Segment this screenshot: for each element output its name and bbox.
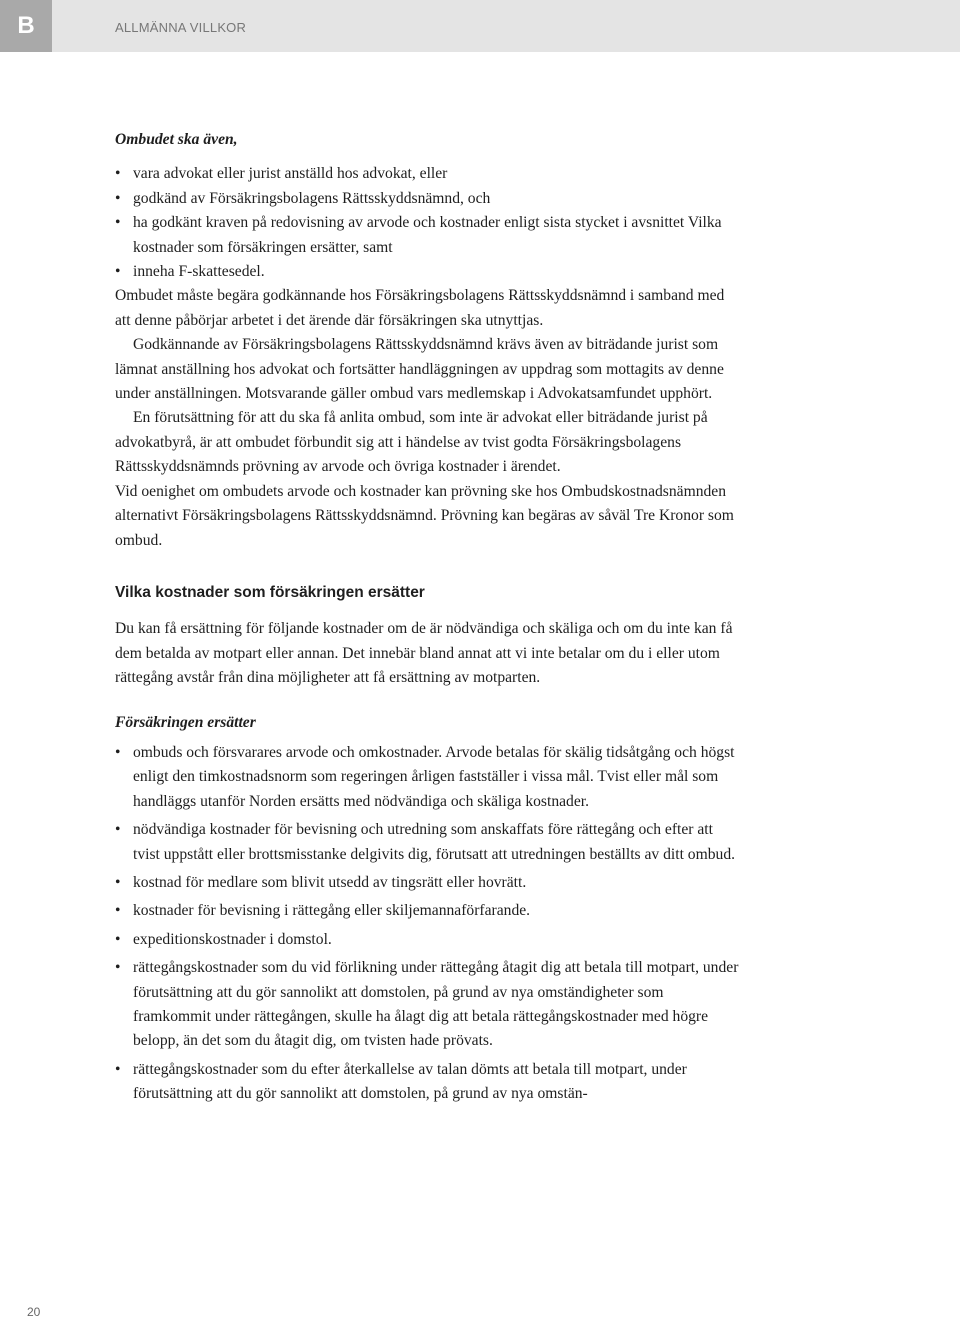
section-title: ALLMÄNNA VILLKOR [115,20,247,35]
list-item: • rättegångskostnader som du efter återkallelse av talan dömts att betala till motpart, under förutsättning att du gör sannolikt att domstolen, på grund av nya omstän- [115,1058,740,1107]
page-header [0,0,960,52]
list-item: • ombuds och försvarares arvode och omkostnader. Arvode betalas för skälig tidsåtgång och högst enligt den timkostnadsnorm som regeringen årligen fastställer i vissa mål. Tvist eller mål som handläggs utanför Norden ersätts med nödvändiga och skäliga kostnader. [115,741,740,814]
list-item: • expeditionskostnader i domstol. [115,928,740,952]
paragraph: Du kan få ersättning för följande kostnader om de är nödvändiga och skäliga och om du inte kan få dem betalda av motpart eller annan. Det innebär bland annat att vi inte betalar om du i eller utom rättegång avstår från dina möjligheter att få ersättning av motparten. [115,620,733,687]
paragraph: En förutsättning för att du ska få anlita ombud, som inte är advokat eller biträdande jurist på advokatbyrå, är att ombudet förbundit sig att i händelse av tvist godta Försäkringsbolagens Rättsskyddsnämnds prövning av arvode och övriga kostnader i ärendet. [115,409,708,476]
list-item: • ha godkänt kraven på redovisning av arvode och kostnader enligt sista stycket i avsnittet Vilka kostnader som försäkringen ersätter, samt [115,211,740,260]
page-number: 20 [27,1305,41,1319]
list-item: • inneha F-skattesedel. [115,260,740,284]
list-item: • nödvändiga kostnader för bevisning och utredning som anskaffats före rättegång och efter att tvist uppstått eller brottsmisstanke delgivits dig, förutsatt att utredningen beställts av ditt ombud. [115,818,740,867]
list-item: • vara advokat eller jurist anställd hos advokat, eller [115,162,740,186]
list-item: • rättegångskostnader som du vid förlikning under rättegång åtagit dig att betala till motpart, under förutsättning att du gör sannolikt att domstolen, på grund av nya omständigheter som framkommit under rättegången, skulle ha ålagt dig att betala rättegångskostnader med högre belopp, än det som du åtagit dig, om tvisten hade prövats. [115,956,740,1054]
paragraph: Godkännande av Försäkringsbolagens Rättsskyddsnämnd krävs även av biträdande jurist som lämnat anställning hos advokat och fortsätter handläggningen av uppdrag som mottagits av denne under anställningen. Motsvarande gäller ombud vars medlemskap i Advokatsamfundet upphört. [115,336,724,403]
paragraph: Ombudet måste begära godkännande hos Försäkringsbolagens Rättsskyddsnämnd i samband med att denne påbörjar arbetet i det ärende där försäkringen ska utnyttjas. [115,287,725,329]
subheading-forsakringen-ersatter: Försäkringen ersätter [115,713,256,731]
subheading-ombudet: Ombudet ska även, [115,131,238,148]
section-heading-costs: Vilka kostnader som försäkringen ersätter [115,583,425,601]
document-body [115,128,740,1111]
list-item: • kostnader för bevisning i rättegång eller skiljemannaförfarande. [115,899,740,923]
ombudet-requirements-list [115,162,740,284]
list-item: • godkänd av Försäkringsbolagens Rättsskyddsnämnd, och [115,187,740,211]
covered-costs-list [115,741,740,1107]
list-item: • kostnad för medlare som blivit utsedd av tingsrätt eller hovrätt. [115,871,740,895]
paragraph: Vid oenighet om ombudets arvode och kostnader kan prövning ske hos Ombudskostnadsnämnden alternativt Försäkringsbolagens Rättsskyddsnämnd. Prövning kan begäras av såväl Tre Kronor som ombud. [115,482,734,549]
section-badge: B [0,0,52,52]
